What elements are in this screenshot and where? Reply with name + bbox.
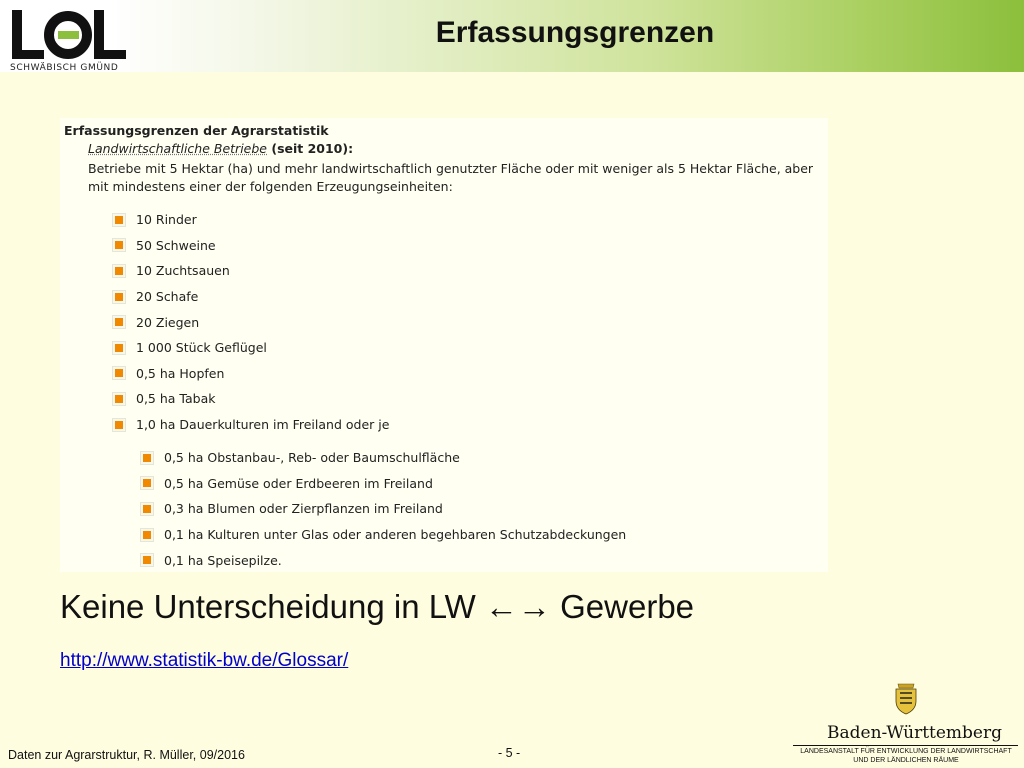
- square-bullet-icon: [140, 502, 154, 516]
- list-item: [140, 496, 626, 522]
- subheading-term: Landwirtschaftliche Betriebe: [88, 141, 267, 156]
- list-item: [112, 207, 389, 233]
- subheading-period: (seit 2010):: [267, 141, 354, 156]
- square-bullet-icon: [112, 341, 126, 355]
- list-item-label: 20 Ziegen: [136, 314, 200, 330]
- square-bullet-icon: [112, 366, 126, 380]
- list-item: [112, 335, 389, 361]
- page-number: - 5 -: [498, 746, 521, 760]
- list-item: [140, 445, 626, 471]
- list-item-label: 10 Zuchtsauen: [136, 263, 230, 279]
- square-bullet-icon: [140, 553, 154, 567]
- list-item-label: 0,5 ha Gemüse oder Erdbeeren im Freiland: [164, 475, 433, 491]
- bw-logo-divider: [793, 745, 1018, 746]
- list-item: [140, 522, 626, 548]
- bw-logo-line-2: UND DER LÄNDLICHEN RÄUME: [853, 757, 959, 764]
- list-item-label: 0,1 ha Speisepilze.: [164, 552, 282, 568]
- square-bullet-icon: [112, 315, 126, 329]
- list-item-label: 50 Schweine: [136, 237, 216, 253]
- bw-logo-subtitle: [796, 747, 1016, 765]
- square-bullet-icon: [140, 476, 154, 490]
- coat-of-arms-icon: [893, 683, 919, 715]
- slide-title: Erfassungsgrenzen: [435, 16, 715, 49]
- square-bullet-icon: [112, 418, 126, 432]
- footer-citation: Daten zur Agrarstruktur, R. Müller, 09/2016: [8, 748, 245, 762]
- list-item-label: 1,0 ha Dauerkulturen im Freiland oder je: [136, 417, 390, 433]
- list-item-label: 0,1 ha Kulturen unter Glas oder anderen begehbaren Schutzabdeckungen: [164, 527, 627, 543]
- square-bullet-icon: [140, 528, 154, 542]
- square-bullet-icon: [140, 451, 154, 465]
- square-bullet-icon: [112, 213, 126, 227]
- list-item-label: 0,5 ha Obstanbau-, Reb- oder Baumschulfläche: [164, 450, 460, 466]
- glossary-link[interactable]: http://www.statistik-bw.de/Glossar/: [60, 650, 349, 671]
- agrarstatistik-panel: [60, 118, 828, 572]
- production-units-list: [112, 207, 389, 437]
- list-item: [112, 258, 389, 284]
- square-bullet-icon: [112, 392, 126, 406]
- list-item: [112, 412, 389, 438]
- list-item: [112, 309, 389, 335]
- list-item-label: 0,5 ha Tabak: [136, 391, 216, 407]
- list-item-label: 20 Schafe: [136, 289, 199, 305]
- panel-heading: Erfassungsgrenzen der Agrarstatistik: [64, 123, 329, 138]
- list-item-label: 1 000 Stück Geflügel: [136, 340, 267, 356]
- logo-subtitle: SCHWÄBISCH GMÜND: [10, 63, 119, 73]
- list-item: [140, 547, 626, 573]
- permanent-crops-sublist: [140, 445, 626, 573]
- list-item: [112, 233, 389, 259]
- slide-headline: Keine Unterscheidung in LW ←→ Gewerbe: [60, 588, 695, 625]
- bw-logo-name: Baden-Württemberg: [827, 723, 1002, 743]
- list-item: [112, 361, 389, 387]
- list-item: [140, 471, 626, 497]
- bw-logo-line-1: LANDESANSTALT FÜR ENTWICKLUNG DER LANDWIRTSCHAFT: [800, 748, 1012, 755]
- slide-header: [0, 0, 1024, 72]
- list-item-label: 0,5 ha Hopfen: [136, 365, 225, 381]
- panel-description: Betriebe mit 5 Hektar (ha) und mehr landwirtschaftlich genutzter Fläche oder mit weniger als 5 Hektar Fläche, aber mit mindestens einer der folgenden Erzeugungseinheiten:: [88, 161, 814, 194]
- list-item-label: 10 Rinder: [136, 212, 197, 228]
- square-bullet-icon: [112, 264, 126, 278]
- list-item: [112, 386, 389, 412]
- list-item-label: 0,3 ha Blumen oder Zierpflanzen im Freiland: [164, 501, 443, 517]
- panel-subheading: [88, 141, 353, 156]
- square-bullet-icon: [112, 290, 126, 304]
- list-item: [112, 284, 389, 310]
- square-bullet-icon: [112, 238, 126, 252]
